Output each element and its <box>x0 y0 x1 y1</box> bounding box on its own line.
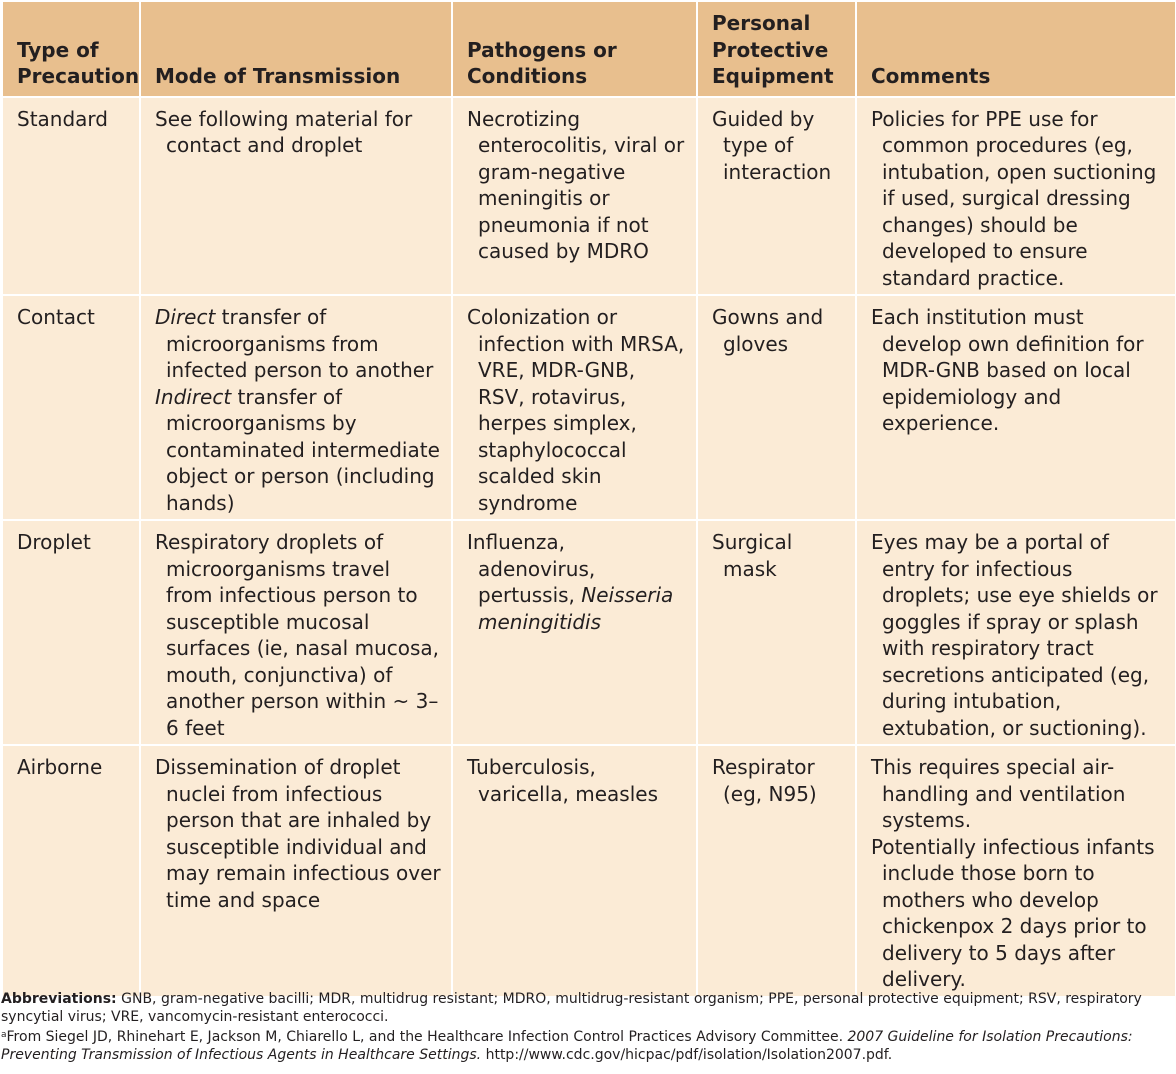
source-marker: a <box>1 1030 7 1040</box>
comments-cell <box>856 295 1176 520</box>
cell-text: Influenza, adenovirus, pertussis, <box>467 530 596 607</box>
isolation-precautions-table <box>1 0 1176 998</box>
type-cell <box>2 745 140 997</box>
cell-paragraph <box>155 304 441 384</box>
cell-paragraph: Dissemination of droplet nuclei from infectious person that are inhaled by susceptible individual and may remain infectious over time and space <box>155 755 441 912</box>
header-pathogens-or-conditions: Pathogens or Conditions <box>452 1 697 97</box>
type-cell <box>2 520 140 745</box>
ppe-cell <box>697 520 856 745</box>
cell-paragraph: Guided by type of interaction <box>712 106 832 184</box>
source-title: 2007 Guideline for Isolation Precautions: Preventing Transmission of Infectious Agents in Healthcare Settings. <box>1 1029 1133 1063</box>
table-row-droplet <box>2 520 1176 745</box>
cell-paragraph: Each institution must develop own definition for MDR-GNB based on local epidemiology and experience. <box>871 305 1144 435</box>
ppe-cell <box>697 97 856 296</box>
comments-cell <box>856 97 1176 296</box>
cell-text: Droplet <box>17 530 91 554</box>
ppe-cell <box>697 745 856 997</box>
comments-cell <box>856 520 1176 745</box>
cell-paragraph: Gowns and gloves <box>712 305 824 356</box>
cell-text: transfer of microorganisms from infected person to another <box>166 305 434 382</box>
cell-paragraph <box>467 529 686 635</box>
cell-text: Contact <box>17 305 95 329</box>
cell-text: Airborne <box>17 755 103 779</box>
cell-paragraph: Surgical mask <box>712 530 793 581</box>
cell-paragraph: Eyes may be a portal of entry for infectious droplets; use eye shields or goggles if spray or splash with respiratory tract secretions anticipated (eg, during intubation, extubation, or suctioning). <box>871 530 1158 740</box>
cell-paragraph: Colonization or infection with MRSA, VRE, MDR-GNB, RSV, rotavirus, herpes simplex, staphylococcal scalded skin syndrome <box>467 305 685 515</box>
mode-cell <box>140 97 452 296</box>
cell-paragraph: Policies for PPE use for common procedures (eg, intubation, open suctioning if used, surgical dressing changes) should be developed to ensure standard practice. <box>871 106 1157 290</box>
mode-cell <box>140 745 452 997</box>
table-row-airborne <box>2 745 1176 997</box>
comments-cell <box>856 745 1176 997</box>
table-header-row <box>2 1 1176 97</box>
cell-paragraph: Respirator (eg, N95) <box>712 755 817 806</box>
header-personal-protective-equipment: Personal Protective Equipment <box>697 1 856 97</box>
abbreviations-note <box>1 990 1173 1026</box>
source-url: http://www.cdc.gov/hicpac/pdf/isolation/Isolation2007.pdf. <box>481 1047 893 1063</box>
cell-text: Standard <box>17 106 108 131</box>
table-body <box>2 97 1176 997</box>
ppe-cell <box>697 295 856 520</box>
emphasis-text: Direct <box>155 305 216 329</box>
pathogens-cell <box>452 520 697 745</box>
mode-cell <box>140 295 452 520</box>
mode-cell <box>140 520 452 745</box>
type-cell <box>2 295 140 520</box>
abbreviations-label: Abbreviations: <box>1 991 117 1007</box>
header-type-of-precaution: Type of Precaution <box>2 1 140 97</box>
table-row-standard <box>2 97 1176 296</box>
cell-paragraph: This requires special air-handling and ventilation systems. <box>871 755 1126 832</box>
abbreviations-text: GNB, gram-negative bacilli; MDR, multidrug resistant; MDRO, multidrug-resistant organism; PPE, personal protective equipment; RSV, respiratory syncytial virus; VRE, vancomycin-resistant enterococci. <box>1 991 1142 1025</box>
pathogens-cell <box>452 295 697 520</box>
pathogens-cell <box>452 745 697 997</box>
type-cell <box>2 97 140 296</box>
table-row-contact <box>2 295 1176 520</box>
table-footnotes <box>1 990 1173 1064</box>
header-comments: Comments <box>856 1 1176 97</box>
cell-paragraph <box>155 384 441 517</box>
cell-paragraph: See following material for contact and droplet <box>155 106 413 157</box>
cell-paragraph: Potentially infectious infants include those born to mothers who develop chickenpox 2 days prior to delivery to 5 days after delivery. <box>871 834 1155 991</box>
header-mode-of-transmission: Mode of Transmission <box>140 1 452 97</box>
cell-text: transfer of microorganisms by contaminated intermediate object or person (including hands) <box>166 384 440 515</box>
source-prefix: From Siegel JD, Rhinehart E, Jackson M, Chiarello L, and the Healthcare Infection Control Practices Advisory Committee. <box>6 1029 848 1045</box>
emphasis-text: Indirect <box>155 384 232 409</box>
species-name: Neisseria meningitidis <box>478 583 674 634</box>
source-note <box>1 1026 1173 1064</box>
pathogens-cell <box>452 97 697 296</box>
cell-paragraph: Tuberculosis, varicella, measles <box>467 755 658 806</box>
cell-paragraph: Respiratory droplets of microorganisms travel from infectious person to susceptible mucosal surfaces (ie, nasal mucosa, mouth, conjunctiva) of another person within ~ 3–6 feet <box>155 530 440 740</box>
cell-paragraph: Necrotizing enterocolitis, viral or gram-negative meningitis or pneumonia if not caused by MDRO <box>467 106 685 263</box>
